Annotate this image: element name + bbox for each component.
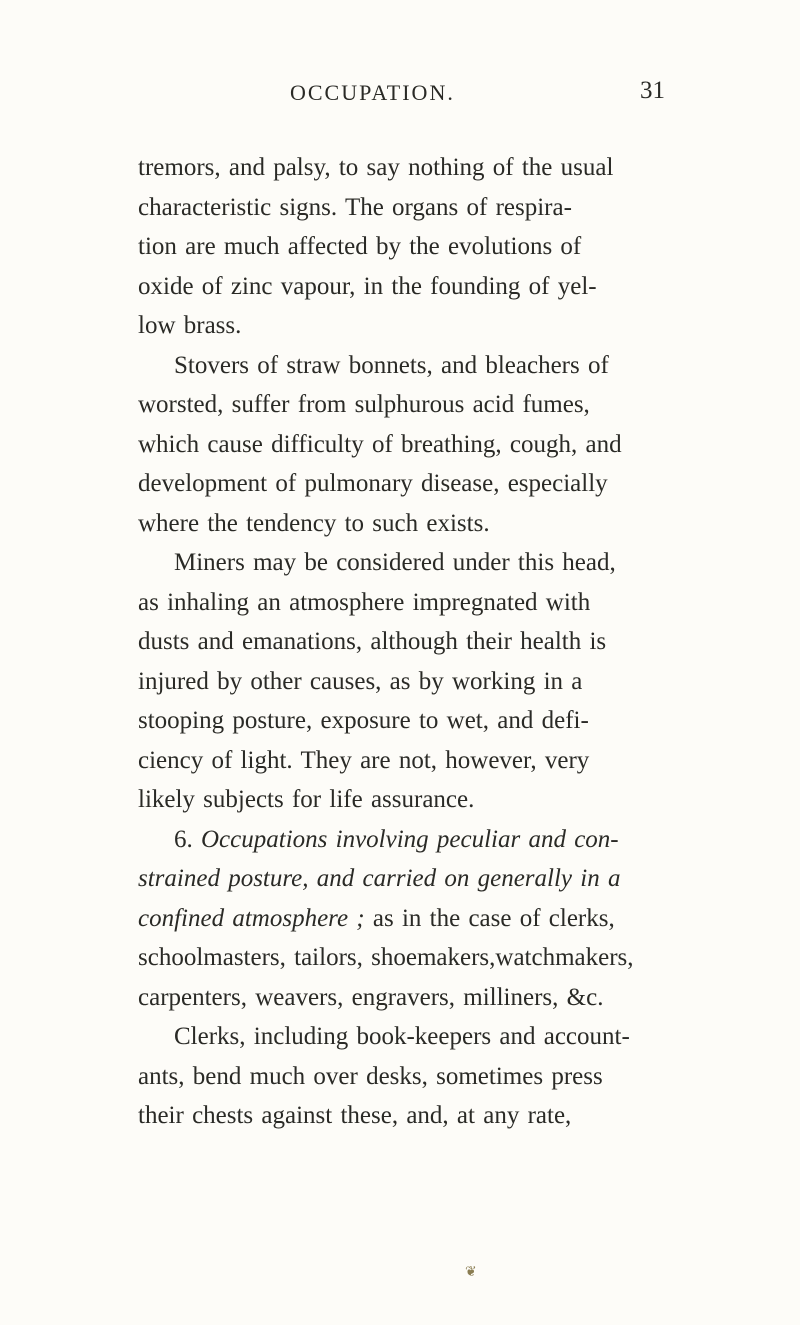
paragraph-first-line: Clerks, including book-keepers and account-: [174, 1023, 630, 1050]
text-line: tion are much affected by the evolutions of: [138, 233, 582, 260]
text-line: schoolmasters, tailors, shoemakers,watchmakers,: [138, 944, 634, 971]
text-line: [138, 899, 678, 939]
page-number: 31: [640, 77, 665, 104]
text-line: worsted, suffer from sulphurous acid fumes,: [138, 391, 590, 418]
paragraph-first-line: Miners may be considered under this head,: [174, 549, 616, 576]
section-title-end: confined atmosphere ;: [138, 904, 365, 932]
section-number: 6.: [174, 825, 193, 853]
text-line: low brass.: [138, 312, 242, 339]
text-line: as inhaling an atmosphere impregnated with: [138, 588, 591, 616]
text-line: oxide of zinc vapour, in the founding of yel-: [138, 272, 597, 300]
paragraph-first-line: Stovers of straw bonnets, and bleachers of: [174, 351, 609, 379]
ink-mark-icon: ❦: [465, 1264, 477, 1280]
section-title-italic: Occupations involving peculiar and con-: [201, 825, 619, 853]
text-line: tremors, and palsy, to say nothing of the usual: [138, 154, 614, 181]
section-heading-line: [138, 820, 678, 860]
text-line: where the tendency to such exists.: [138, 509, 490, 537]
running-head: OCCUPATION.: [290, 80, 455, 105]
text-line: their chests against these, and, at any rate,: [138, 1102, 572, 1129]
text-line: characteristic signs. The organs of respira-: [138, 193, 572, 221]
text-line: ants, bend much over desks, sometimes press: [138, 1062, 603, 1090]
text-line: carpenters, weavers, engravers, milliners, &c.: [138, 983, 604, 1011]
text-line: development of pulmonary disease, especially: [138, 470, 608, 497]
text-line: ciency of light. They are not, however, very: [138, 746, 590, 774]
body-text: [138, 148, 678, 1136]
text-line: which cause difficulty of breathing, cough, and: [138, 430, 622, 458]
text-line: likely subjects for life assurance.: [138, 786, 475, 813]
text-line: stooping posture, exposure to wet, and defi-: [138, 707, 589, 734]
text-line: injured by other causes, as by working in a: [138, 667, 583, 695]
section-title-continued: strained posture, and carried on generally in a: [138, 865, 621, 892]
section-text: as in the case of clerks,: [372, 904, 615, 932]
text-line: dusts and emanations, although their health is: [138, 628, 607, 655]
